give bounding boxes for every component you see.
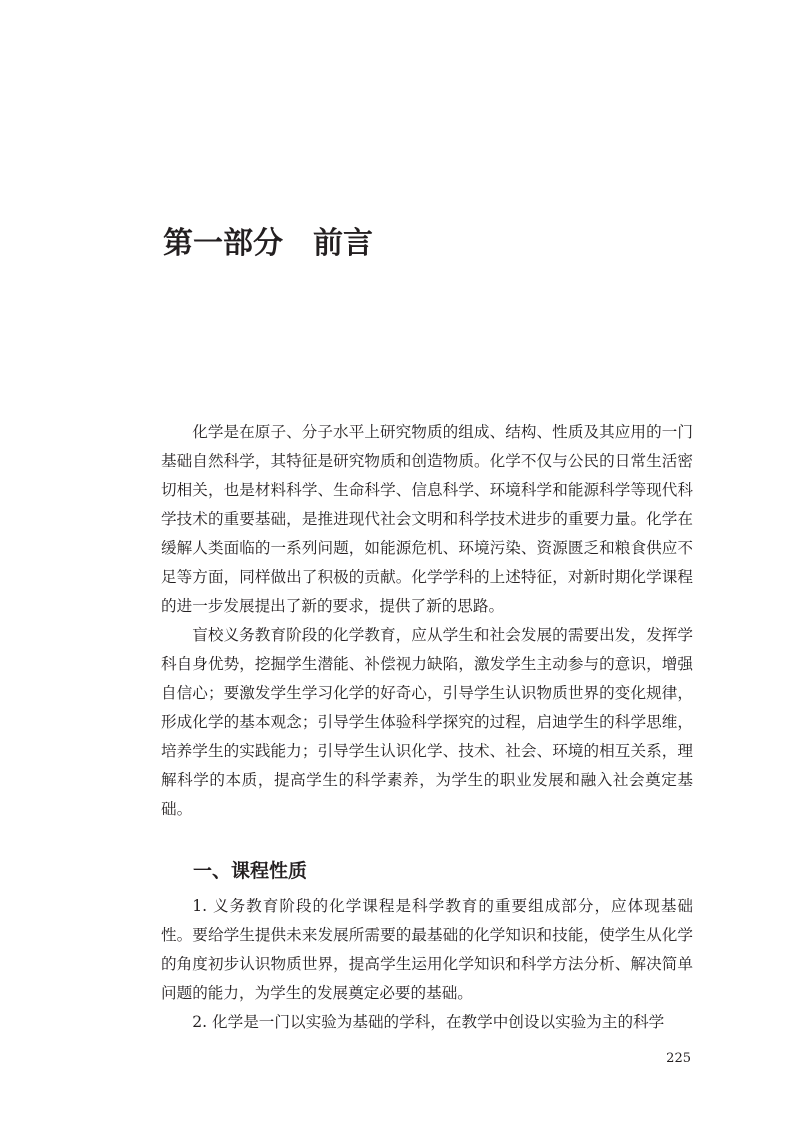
page-number: 225 — [666, 1051, 691, 1066]
course-nature-paragraph-2: 2. 化学是一门以实验为基础的学科，在教学中创设以实验为主的科学 — [192, 1013, 665, 1031]
course-nature-paragraph-1: 1. 义务教育阶段的化学课程是科学教育的重要组成部分，应体现基础性。要给学生提供未来发展所需要的最基础的化学知识和技能，使学生从化学的角度初步认识物质世界，提高学生运用化学知识和科学方法分析、解决简单问题的能力，为学生的发展奠定必要的基础。 — [161, 897, 693, 1002]
intro-paragraph-2: 盲校义务教育阶段的化学教育，应从学生和社会发展的需要出发，发挥学科自身优势，挖掘学生潜能、补偿视力缺陷，激发学生主动参与的意识，增强自信心；要激发学生学习化学的好奇心，引导学生认识物质世界的变化规律，形成化学的基本观念；引导学生体验科学探究的过程，启迪学生的科学思维，培养学生的实践能力；引导学生认识化学、技术、社会、环境的相互关系，理解科学的本质，提高学生的科学素养，为学生的职业发展和融入社会奠定基础。 — [161, 626, 693, 818]
section-heading-course-nature: 一、课程性质 — [193, 860, 308, 882]
part-title: 第一部分 前言 — [163, 226, 373, 261]
course-nature-section — [161, 892, 693, 1037]
intro-section — [161, 418, 693, 824]
intro-paragraph-1: 化学是在原子、分子水平上研究物质的组成、结构、性质及其应用的一门基础自然科学，其特征是研究物质和创造物质。化学不仅与公民的日常生活密切相关，也是材料科学、生命科学、信息科学、环境科学和能源科学等现代科学技术的重要基础，是推进现代社会文明和科学技术进步的重要力量。化学在缓解人类面临的一系列问题，如能源危机、环境污染、资源匮乏和粮食供应不足等方面，同样做出了积极的贡献。化学学科的上述特征，对新时期化学课程的进一步发展提出了新的要求，提供了新的思路。 — [161, 423, 693, 615]
